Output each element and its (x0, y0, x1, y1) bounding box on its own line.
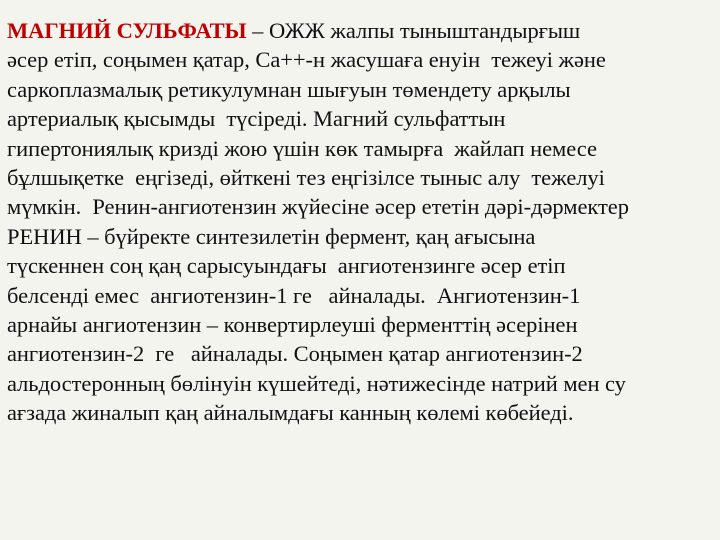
body-text (7, 16, 713, 428)
text-line-12: ангиотензин-2 ге айналады. Соңымен қатар ангиотензин-2 (7, 341, 583, 367)
text-line-4: артериалық қысымды түсіреді. Магний сульфаттын (7, 106, 506, 132)
heading-continuation: – ОЖЖ жалпы тыныштандырғыш (246, 18, 581, 43)
text-line-8: РЕНИН – бүйректе синтезилетін фермент, қаң ағысына (7, 223, 536, 249)
text-line-5: гипертониялық кризді жою үшін көк тамырға жайлап немесе (7, 135, 597, 161)
text-line-13: альдостеронның бөлінуін күшейтеді, нәтижесінде натрий мен су (7, 370, 626, 396)
text-line-11: арнайы ангиотензин – конвертирлеуші ферменттің әсерінен (7, 312, 578, 338)
text-line-1 (7, 16, 713, 45)
text-line-10: белсенді емес ангиотензин-1 ге айналады. Ангиотензин-1 (7, 282, 581, 308)
heading: МАГНИЙ СУЛЬФАТЫ (7, 18, 247, 43)
text-line-9: түскеннен соң қаң сарысуындағы ангиотензинге әсер етіп (7, 253, 566, 279)
text-line-14: ағзада жиналып қаң айналымдағы канның көлемі көбейеді. (7, 400, 574, 426)
text-line-3: саркоплазмалық ретикулумнан шығуын төмендету арқылы (7, 76, 571, 102)
text-line-7: мүмкін. Ренин-ангиотензин жүйесіне әсер ететін дәрі-дәрмектер (7, 194, 629, 220)
text-line-2: әсер етіп, соңымен қатар, Са++-н жасушаға енуін тежеуі және (7, 47, 606, 73)
text-line-6: бұлшықетке еңгізеді, өйткені тез еңгізілсе тыныс алу тежелуі (7, 165, 605, 191)
